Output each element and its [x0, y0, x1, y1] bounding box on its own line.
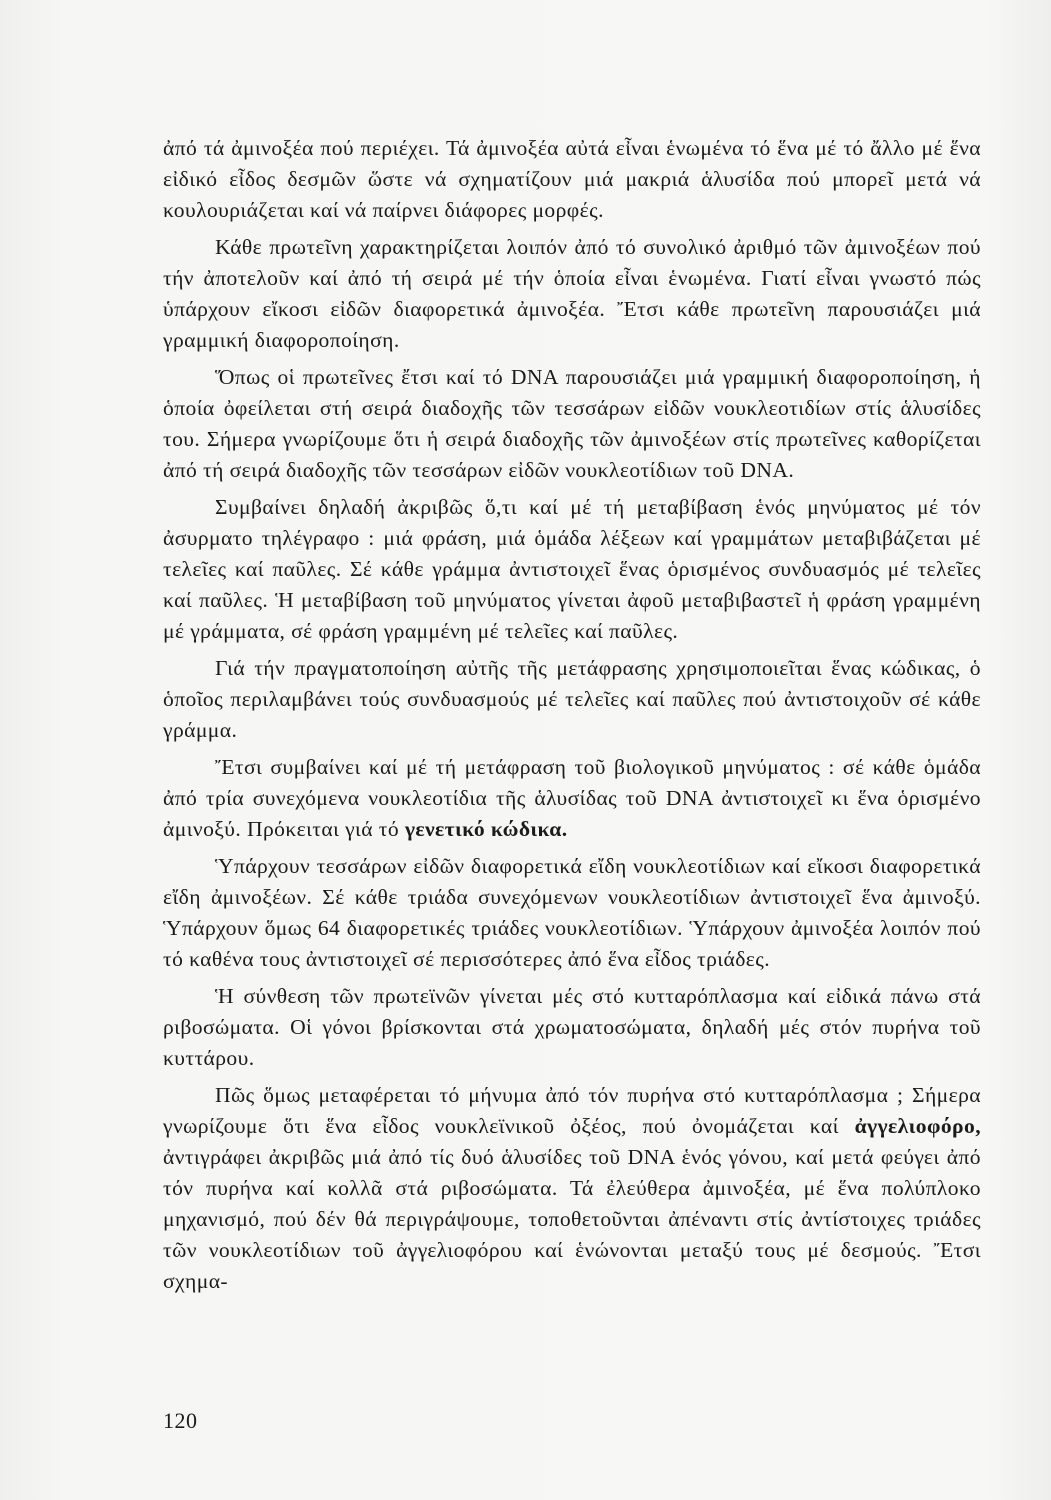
bold-term-messenger: ἀγγελιοφόρο,	[854, 1114, 981, 1138]
page-number: 120	[163, 1408, 198, 1433]
paragraph-9: Πῶς ὅμως μεταφέρεται τό μήνυμα ἀπό τόν πυρήνα στό κυτταρόπλασμα ; Σήμερα γνωρίζουμε ὅτι ἕνα εἶδος νουκλεϊνικοῦ ὀξέος, πού ὀνομάζεται καί ἀγγελιοφόρο, ἀντιγράφει ἀκριβῶς μιά ἀπό τίς δυό ἁλυσίδες τοῦ DNA ἑνός γόνου, καί μετά φεύγει ἀπό τόν πυρήνα καί κολλᾶ στά ριβοσώματα. Τά ἐλεύθερα ἀμινοξέα, μέ ἕνα πολύπλοκο μηχανισμό, πού δέν θά περιγράψουμε, τοποθετοῦνται ἀπέναντι στίς ἀντίστοιχες τριάδες τῶν νουκλεοτίδιων τοῦ ἀγγελιοφόρου καί ἑνώνονται μεταξύ τους μέ δεσμούς. Ἔτσι σχημα-	[163, 1083, 981, 1293]
body-text	[163, 133, 981, 1303]
paragraph-7: Ὑπάρχουν τεσσάρων εἰδῶν διαφορετικά εἴδη νουκλεοτίδιων καί εἴκοσι διαφορετικά εἴδη ἀμινοξέων. Σέ κάθε τριάδα συνεχόμενων νουκλεοτίδιων ἀντιστοιχεῖ ἕνα ἀμινοξύ. Ὑπάρχουν ὅμως 64 διαφορετικές τριάδες νουκλεοτίδιων. Ὑπάρχουν ἀμινοξέα λοιπόν πού τό καθένα τους ἀντιστοιχεῖ σέ περισσότερες ἀπό ἕνα εἶδος τριάδες.	[163, 854, 981, 971]
paragraph-1: ἀπό τά ἀμινοξέα πού περιέχει. Τά ἀμινοξέα αὐτά εἶναι ἑνωμένα τό ἕνα μέ τό ἄλλο μέ ἕνα εἰδικό εἶδος δεσμῶν ὥστε νά σχηματίζουν μιά μακριά ἁλυσίδα πού μπορεῖ μετά νά κουλουριάζεται καί νά παίρνει διάφορες μορφές.	[163, 136, 981, 222]
paragraph-2: Κάθε πρωτεῖνη χαρακτηρίζεται λοιπόν ἀπό τό συνολικό ἀριθμό τῶν ἀμινοξέων πού τήν ἀποτελοῦν καί ἀπό τή σειρά μέ τήν ὁποία εἶναι ἑνωμένα. Γιατί εἶναι γνωστό πώς ὑπάρχουν εἴκοσι εἰδῶν διαφορετικά ἀμινοξέα. Ἔτσι κάθε πρωτεῖνη παρουσιάζει μιά γραμμική διαφοροποίηση.	[163, 235, 981, 352]
paragraph-5: Γιά τήν πραγματοποίηση αὐτῆς τῆς μετάφρασης χρησιμοποιεῖται ἕνας κώδικας, ὁ ὁποῖος περιλαμβάνει τούς συνδυασμούς μέ τελεῖες καί παῦλες πού ἀντιστοιχοῦν σέ κάθε γράμμα.	[163, 656, 981, 742]
paragraph-8: Ἡ σύνθεση τῶν πρωτεϊνῶν γίνεται μές στό κυτταρόπλασμα καί εἰδικά πάνω στά ριβοσώματα. Οἱ γόνοι βρίσκονται στά χρωματοσώματα, δηλαδή μές στόν πυρήνα τοῦ κυττάρου.	[163, 984, 981, 1070]
paragraph-4: Συμβαίνει δηλαδή ἀκριβῶς ὅ,τι καί μέ τή μεταβίβαση ἑνός μηνύματος μέ τόν ἀσυρματο τηλέγραφο : μιά φράση, μιά ὁμάδα λέξεων καί γραμμάτων μεταβιβάζεται μέ τελεῖες καί παῦλες. Σέ κάθε γράμμα ἀντιστοιχεῖ ἕνας ὁρισμένος συνδυασμός μέ τελεῖες καί παῦλες. Ἡ μεταβίβαση τοῦ μηνύματος γίνεται ἀφοῦ μεταβιβαστεῖ ἡ φράση γραμμένη μέ γράμματα, σέ φράση γραμμένη μέ τελεῖες καί παῦλες.	[163, 495, 981, 643]
paragraph-6: Ἔτσι συμβαίνει καί μέ τή μετάφραση τοῦ βιολογικοῦ μηνύματος : σέ κάθε ὁμάδα ἀπό τρία συνεχόμενα νουκλεοτίδια τῆς ἁλυσίδας τοῦ DNA ἀντιστοιχεῖ κι ἕνα ὁρισμένο ἀμινοξύ. Πρόκειται γιά τό γενετικό κώδικα.	[163, 755, 981, 841]
bold-term-genetic-code: γενετικό κώδικα.	[404, 817, 568, 841]
paragraph-3: Ὅπως οἱ πρωτεῖνες ἔτσι καί τό DNA παρουσιάζει μιά γραμμική διαφοροποίηση, ἡ ὁποία ὀφείλεται στή σειρά διαδοχῆς τῶν τεσσάρων εἰδῶν νουκλεοτιδίων στίς ἁλυσίδες του. Σήμερα γνωρίζουμε ὅτι ἡ σειρά διαδοχῆς τῶν ἀμινοξέων στίς πρωτεῖνες καθορίζεται ἀπό τή σειρά διαδοχῆς τῶν τεσσάρων εἰδῶν νουκλεοτίδιων τοῦ DNA.	[163, 365, 981, 482]
